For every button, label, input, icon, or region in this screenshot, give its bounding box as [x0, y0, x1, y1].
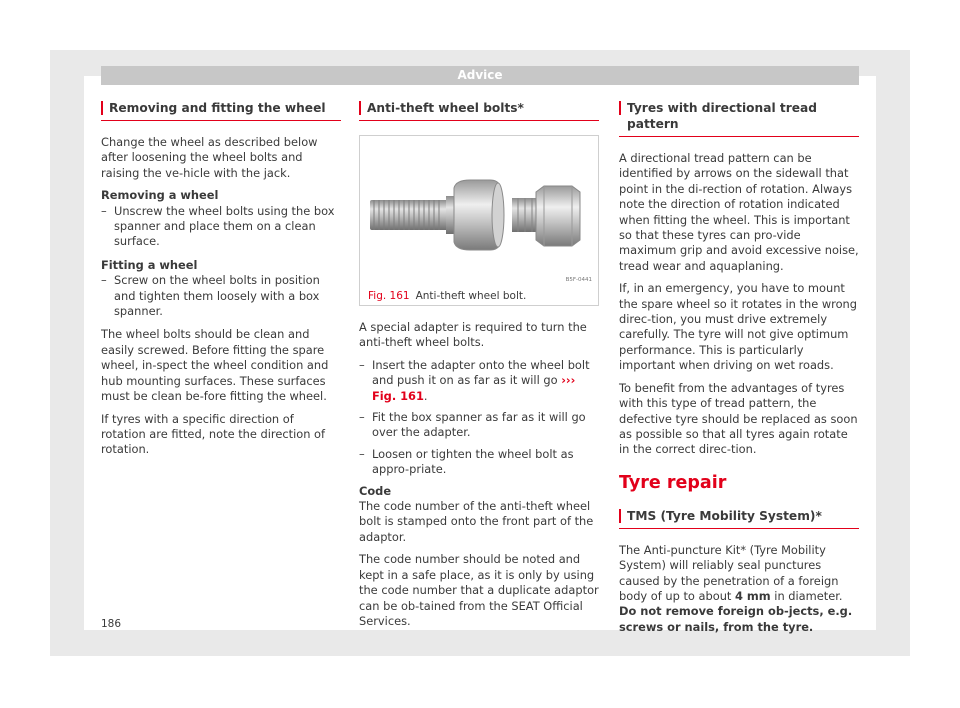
figure-number: Fig. 161 [368, 290, 410, 302]
step-text: Loosen or tighten the wheel bolt as appro-priate. [372, 446, 574, 477]
paragraph: If, in an emergency, you have to mount the spare wheel so it rotates in the wrong direc-tion, you must drive extremely carefully. The tyre will not give optimum performance. This is particularly important when driving on wet roads. [619, 281, 857, 373]
figure-caption [368, 290, 526, 303]
paragraph: The wheel bolts should be clean and easily screwed. Before fitting the spare wheel, in-spect the wheel condition and hub mounting surfaces. These surfaces must be clean be-fore fitting the wheel. [101, 327, 329, 404]
anti-theft-bolt-illustration [360, 136, 598, 287]
section-title-directional-tread: Tyres with directional tread pattern [619, 100, 859, 136]
dash-bullet: – [101, 203, 107, 218]
step-text: Fit the box spanner as far as it will go over the adapter. [372, 410, 586, 440]
list-item [101, 273, 341, 319]
paragraph: The code number of the anti-theft wheel bolt is stamped onto the front part of the adaptor. [359, 499, 594, 544]
section-divider [101, 120, 341, 121]
dash-bullet: – [359, 357, 365, 372]
figure-161 [359, 135, 599, 306]
section-divider [619, 528, 859, 529]
figure-reference-link[interactable]: ››› Fig. 161 [372, 373, 576, 403]
list-item [359, 447, 599, 478]
step-text: Insert the adapter onto the wheel bolt and push it on as far as it will go [372, 357, 590, 388]
paragraph: To benefit from the advantages of tyres with this type of tread pattern, the defective tyre should be replaced as soon as possible so that all tyres again rotate in the correct direc-tion. [619, 380, 858, 457]
list-item [101, 204, 341, 250]
page-number: 186 [101, 618, 122, 630]
figure-caption-text: Anti-theft wheel bolt. [415, 290, 527, 302]
step-text: Screw on the wheel bolts in position and tighten them loosely with a box spanner. [114, 273, 320, 319]
intro-paragraph: Change the wheel as described below after loosening the wheel bolts and raising the ve-hicle with the jack. [101, 135, 318, 180]
bold-text: Do not remove foreign ob-jects, e.g. screws or nails, from the tyre. [619, 604, 853, 634]
text: in diameter. [770, 588, 843, 603]
section-title-tms: TMS (Tyre Mobility System)* [619, 508, 859, 528]
intro-paragraph: A special adapter is required to turn the anti-theft wheel bolts. [359, 320, 587, 350]
figure-code: B5F-0441 [565, 277, 592, 283]
paragraph: A directional tread pattern can be identified by arrows on the sidewall that point in the di-rection of rotation. Always note the direction of rotation indicated when fitting the wheel. This is important so that these tyres can pro-vide maximum grip and avoid excessive noise, tread wear and aquaplaning. [619, 151, 859, 273]
paragraph: If tyres with a specific direction of rotation are fitted, note the direction of rotation. [101, 411, 326, 457]
bold-text: 4 mm [735, 588, 771, 603]
step-text: Unscrew the wheel bolts using the box spanner and place them on a clean surface. [114, 203, 335, 249]
section-divider [619, 136, 859, 137]
paragraph: The code number should be noted and kept in a safe place, as it is only by using the code number that a duplicate adaptor can be ob-tained from the SEAT Official Services. [359, 552, 599, 628]
list-item [359, 410, 599, 441]
list-item [359, 358, 599, 404]
paragraph [619, 543, 859, 635]
chapter-header: Advice [101, 66, 859, 85]
dash-bullet: – [359, 446, 365, 461]
section-divider [359, 120, 599, 121]
dash-bullet: – [101, 273, 107, 288]
dash-bullet: – [359, 410, 365, 425]
chapter-title-tyre-repair: Tyre repair [619, 472, 727, 493]
subheading-fitting: Fitting a wheel [101, 257, 198, 272]
subheading-code: Code [359, 483, 392, 498]
column-directional-tyres [619, 100, 859, 642]
column-anti-theft [359, 100, 599, 636]
step-end: . [423, 388, 428, 403]
column-removing-wheel [101, 100, 341, 465]
section-title-removing-wheel: Removing and fitting the wheel [101, 100, 341, 120]
section-title-anti-theft: Anti-theft wheel bolts* [359, 100, 599, 120]
text: The Anti-puncture Kit* (Tyre Mobility System) will reliably seal punctures caused by the penetration of a foreign body of up to about [619, 542, 839, 603]
subheading-removing: Removing a wheel [101, 188, 219, 203]
